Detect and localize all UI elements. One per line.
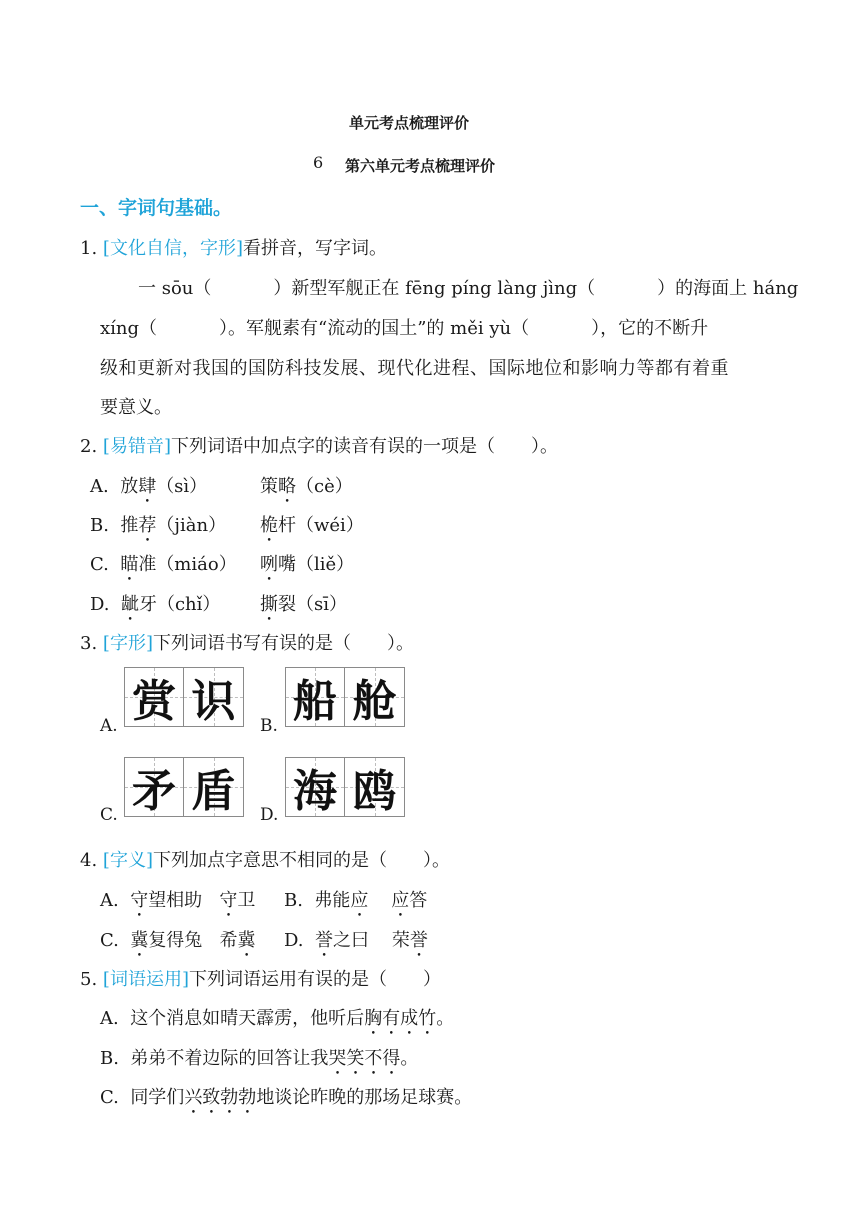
char-cell: 鸥 (345, 757, 405, 817)
question-4: 4. [字义]下列加点字意思不相同的是（ ）。 (80, 850, 450, 871)
q5-option-a[interactable]: A. 这个消息如晴天霹雳，他听后胸有成竹。 (100, 1008, 455, 1029)
char-cell: 矛 (124, 757, 184, 817)
q5-option-b[interactable]: B. 弟弟不着边际的回答让我哭笑不得。 (100, 1048, 419, 1069)
unit-number: 6 (313, 153, 324, 172)
char-cell: 赏 (124, 667, 184, 727)
question-3: 3. [字形]下列词语书写有误的是（ ）。 (80, 633, 414, 654)
q3-option-a-grid[interactable] (124, 667, 244, 727)
q2-option-c-word2: 咧嘴（liě） (260, 554, 355, 575)
q3-option-d-letter[interactable]: D. (260, 805, 279, 825)
question-prompt: 看拼音，写字词。 (242, 238, 387, 259)
question-1 (80, 234, 387, 260)
q2-option-b-word2: 桅杆（wéi） (260, 515, 364, 536)
char-cell: 盾 (184, 757, 244, 817)
char-cell: 船 (285, 667, 345, 727)
q3-option-c-grid[interactable] (124, 757, 244, 817)
question-tag: [文化自信，字形] (102, 238, 243, 259)
q2-option-b[interactable]: B. 推荐（jiàn） (90, 515, 227, 536)
q3-option-d-grid[interactable] (285, 757, 405, 817)
q1-line-3: 级和更新对我国的国防科技发展、现代化进程、国际地位和影响力等都有着重 (100, 358, 729, 379)
q4-option-c[interactable]: C. 冀复得兔 希冀 (100, 930, 256, 951)
q3-option-b-grid[interactable] (285, 667, 405, 727)
char-cell: 识 (184, 667, 244, 727)
question-2: 2. [易错音]下列词语中加点字的读音有误的一项是（ ）。 (80, 436, 558, 457)
q3-option-c-letter[interactable]: C. (100, 805, 118, 825)
q2-option-d-word2: 撕裂（sī） (260, 594, 347, 615)
unit-title: 第六单元考点梳理评价 (345, 157, 496, 175)
q2-option-c[interactable]: C. 瞄准（miáo） (90, 554, 237, 575)
q4-option-b[interactable]: B. 弗能应 应答 (284, 890, 428, 911)
q2-option-a[interactable]: A. 放肆（sì） (90, 476, 208, 497)
q4-option-a[interactable]: A. 守望相助 守卫 (100, 890, 256, 911)
char-cell: 海 (285, 757, 345, 817)
q1-line-1: 一 sōu（ ）新型军舰正在 fēng píng làng jìng（ ）的海面上 háng (138, 278, 799, 299)
q1-line-4: 要意义。 (100, 397, 172, 418)
question-5: 5. [词语运用]下列词语运用有误的是（ ） (80, 969, 441, 990)
page-header-title: 单元考点梳理评价 (349, 114, 470, 132)
q4-option-d[interactable]: D. 誉之曰 荣誉 (284, 930, 428, 951)
section-heading: 一、字词句基础。 (80, 197, 233, 219)
q1-line-2: xíng（ ）。军舰素有“流动的国土”的 měi yù（ ），它的不断升 (100, 318, 709, 339)
question-number: 1. (80, 238, 98, 259)
q3-option-a-letter[interactable]: A. (100, 716, 118, 736)
q2-option-d[interactable]: D. 龇牙（chǐ） (90, 594, 221, 615)
q5-option-c[interactable]: C. 同学们兴致勃勃地谈论昨晚的那场足球赛。 (100, 1087, 473, 1108)
q3-option-b-letter[interactable]: B. (260, 716, 278, 736)
char-cell: 舱 (345, 667, 405, 727)
q2-option-a-word2: 策略（cè） (260, 476, 353, 497)
